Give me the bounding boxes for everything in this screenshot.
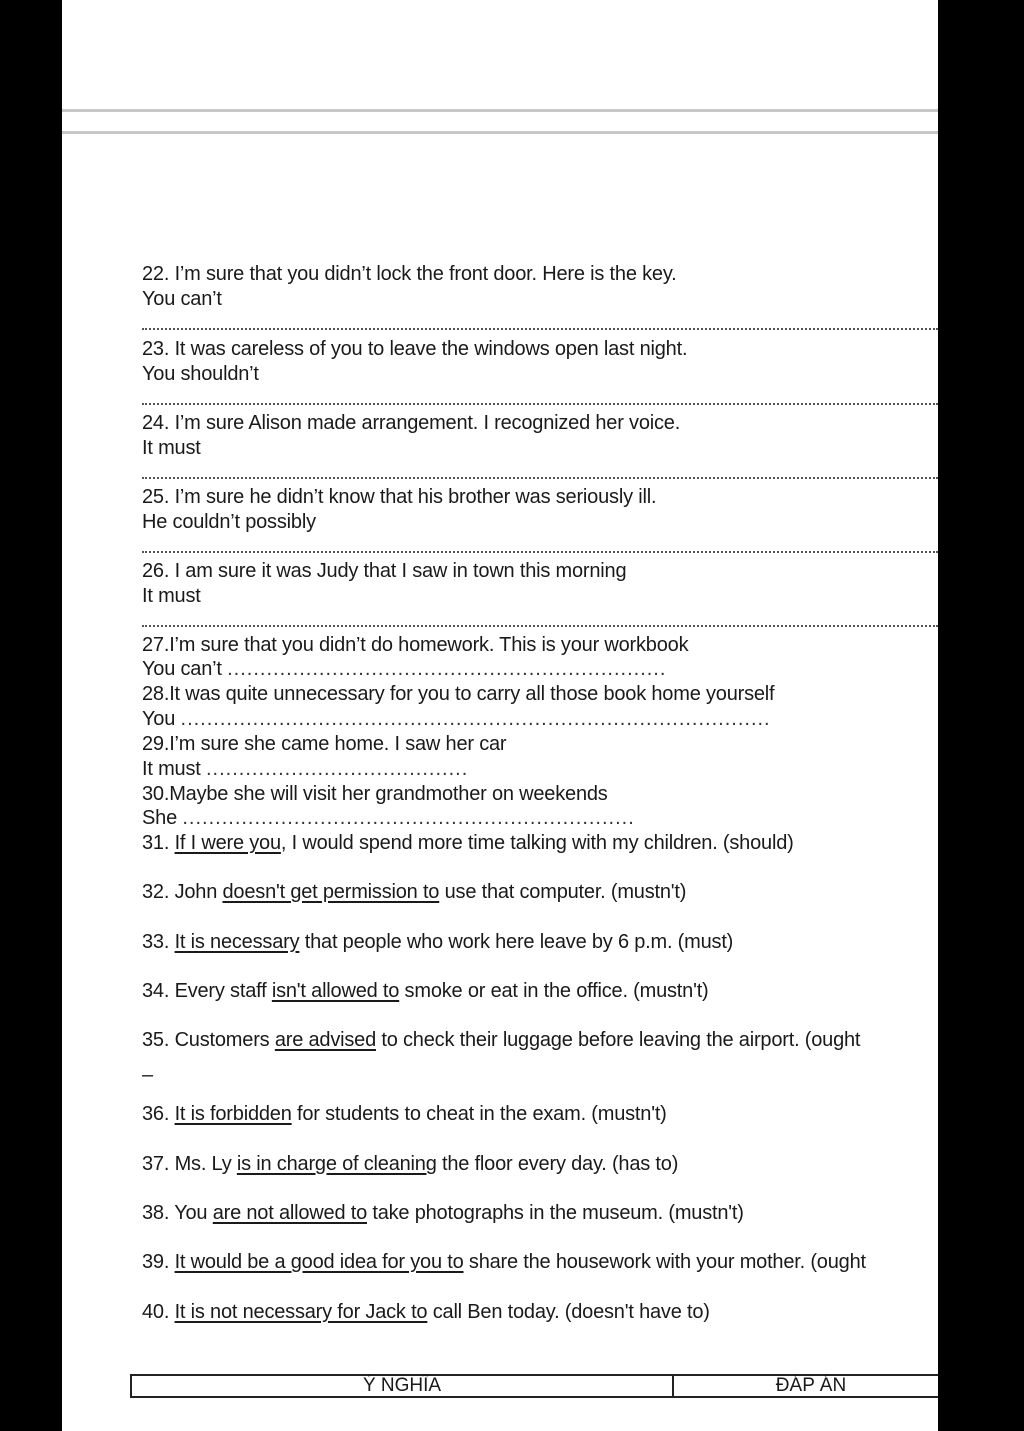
answer-dots-30[interactable]: ..................................................................... bbox=[182, 807, 635, 829]
answer-dots-27[interactable]: ................................................................... bbox=[227, 658, 667, 680]
header-rule-bottom bbox=[62, 131, 938, 134]
question-31: 31. If I were you, I would spend more time talking with my children. (should) bbox=[142, 832, 794, 854]
question-26-prompt: It must bbox=[142, 585, 201, 607]
answer-line-22[interactable] bbox=[142, 324, 938, 330]
question-35-continuation: – bbox=[142, 1064, 153, 1086]
question-40: 40. It is not necessary for Jack to call Ben today. (doesn't have to) bbox=[142, 1301, 710, 1323]
question-24-prompt: It must bbox=[142, 437, 201, 459]
answer-dots-28[interactable]: .......................................................................................... bbox=[180, 708, 771, 730]
question-28-prompt[interactable]: You .......................................................................................... bbox=[142, 708, 771, 730]
column-answer: ĐÁP ÁN bbox=[775, 1375, 847, 1396]
question-37: 37. Ms. Ly is in charge of cleaning the floor every day. (has to) bbox=[142, 1153, 679, 1175]
answer-line-23[interactable] bbox=[142, 399, 938, 405]
question-25: 25. I’m sure he didn’t know that his brother was seriously ill. bbox=[142, 486, 657, 508]
question-29-prompt[interactable]: It must ........................................ bbox=[142, 758, 469, 780]
question-39: 39. It would be a good idea for you to share the housework with your mother. (ought bbox=[142, 1251, 866, 1273]
worksheet-page bbox=[62, 0, 938, 1431]
question-36: 36. It is forbidden for students to cheat in the exam. (mustn't) bbox=[142, 1103, 667, 1125]
question-23-prompt: You shouldn’t bbox=[142, 363, 259, 385]
question-23: 23. It was careless of you to leave the windows open last night. bbox=[142, 338, 688, 360]
question-34: 34. Every staff isn't allowed to smoke or eat in the office. (mustn't) bbox=[142, 980, 709, 1002]
column-meaning: Ý NGHĨA bbox=[132, 1376, 674, 1396]
question-24: 24. I’m sure Alison made arrangement. I recognized her voice. bbox=[142, 412, 681, 434]
question-28: 28.It was quite unnecessary for you to carry all those book home yourself bbox=[142, 683, 775, 705]
question-22-prompt: You can’t bbox=[142, 288, 222, 310]
question-32: 32. John doesn't get permission to use that computer. (mustn't) bbox=[142, 881, 687, 903]
question-27-prompt[interactable]: You can’t ................................................................... bbox=[142, 658, 667, 680]
answer-line-25[interactable] bbox=[142, 547, 938, 553]
question-35: 35. Customers are advised to check their luggage before leaving the airport. (ought bbox=[142, 1029, 861, 1051]
header-rule-top bbox=[62, 109, 938, 112]
question-38: 38. You are not allowed to take photographs in the museum. (mustn't) bbox=[142, 1202, 744, 1224]
answer-dots-29[interactable]: ........................................ bbox=[205, 758, 469, 780]
question-25-prompt: He couldn’t possibly bbox=[142, 511, 316, 533]
answer-line-24[interactable] bbox=[142, 473, 938, 479]
question-30-prompt[interactable]: She ..................................................................... bbox=[142, 807, 635, 829]
answer-line-26[interactable] bbox=[142, 621, 938, 627]
question-27: 27.I’m sure that you didn’t do homework. This is your workbook bbox=[142, 634, 689, 656]
answer-table-header bbox=[130, 1374, 938, 1398]
question-29: 29.I’m sure she came home. I saw her car bbox=[142, 733, 507, 755]
question-22: 22. I’m sure that you didn’t lock the front door. Here is the key. bbox=[142, 263, 677, 285]
question-26: 26. I am sure it was Judy that I saw in town this morning bbox=[142, 560, 627, 582]
question-33: 33. It is necessary that people who work here leave by 6 p.m. (must) bbox=[142, 931, 734, 953]
question-30: 30.Maybe she will visit her grandmother on weekends bbox=[142, 783, 608, 805]
